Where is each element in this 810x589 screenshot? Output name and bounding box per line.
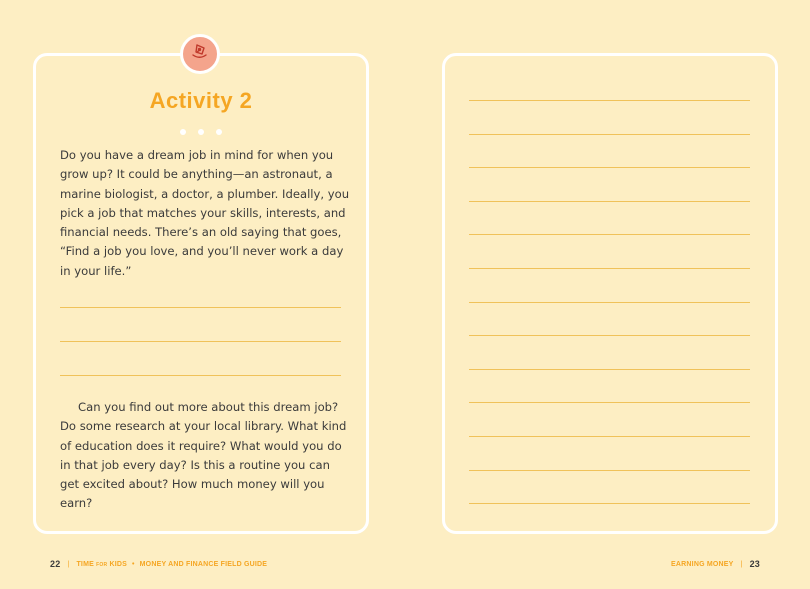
- answer-line[interactable]: [469, 167, 750, 168]
- footer-left: [50, 559, 267, 569]
- answer-card: [442, 53, 778, 534]
- book-title: MONEY AND FINANCE FIELD GUIDE: [139, 560, 268, 568]
- answer-line[interactable]: [60, 307, 341, 308]
- answer-line[interactable]: [469, 302, 750, 303]
- research-paragraph: Can you find out more about this dream job? Do some research at your local library. What kind of education does it require? What would you do in that job every day? Is this a routine you can get excited about? How much money will you earn?: [60, 400, 347, 511]
- section-title: EARNING MONEY: [671, 560, 734, 568]
- activity-title: Activity 2: [149, 88, 253, 113]
- answer-line[interactable]: [469, 100, 750, 101]
- footer-right: [671, 559, 760, 569]
- answer-line[interactable]: [469, 134, 750, 135]
- answer-line[interactable]: [469, 268, 750, 269]
- activity-badge: [180, 34, 220, 74]
- footer-separator: |: [67, 560, 70, 568]
- answer-line[interactable]: [469, 402, 750, 403]
- answer-line[interactable]: [469, 503, 750, 504]
- brand-logo: TIME FOR KIDS: [76, 560, 127, 568]
- answer-line[interactable]: [469, 436, 750, 437]
- page-number-right: 23: [749, 559, 760, 569]
- footer-bullet: •: [131, 560, 135, 568]
- answer-line[interactable]: [469, 470, 750, 471]
- pen-nib-icon: [190, 42, 210, 66]
- answer-line[interactable]: [60, 375, 341, 376]
- answer-line[interactable]: [469, 369, 750, 370]
- intro-paragraph: Do you have a dream job in mind for when you grow up? It could be anything—an astronaut, a marine biologist, a doctor, a plumber. Ideally, you pick a job that matches your skills, interests, and financial needs. There’s an old saying that goes, “Find a job you love, and you’ll never work a day in your life.”: [60, 148, 350, 278]
- title-dots: [180, 129, 222, 135]
- answer-line[interactable]: [469, 234, 750, 235]
- answer-line[interactable]: [60, 341, 341, 342]
- answer-line[interactable]: [469, 201, 750, 202]
- answer-line[interactable]: [469, 335, 750, 336]
- page-number-left: 22: [50, 559, 61, 569]
- footer-separator: |: [740, 560, 743, 568]
